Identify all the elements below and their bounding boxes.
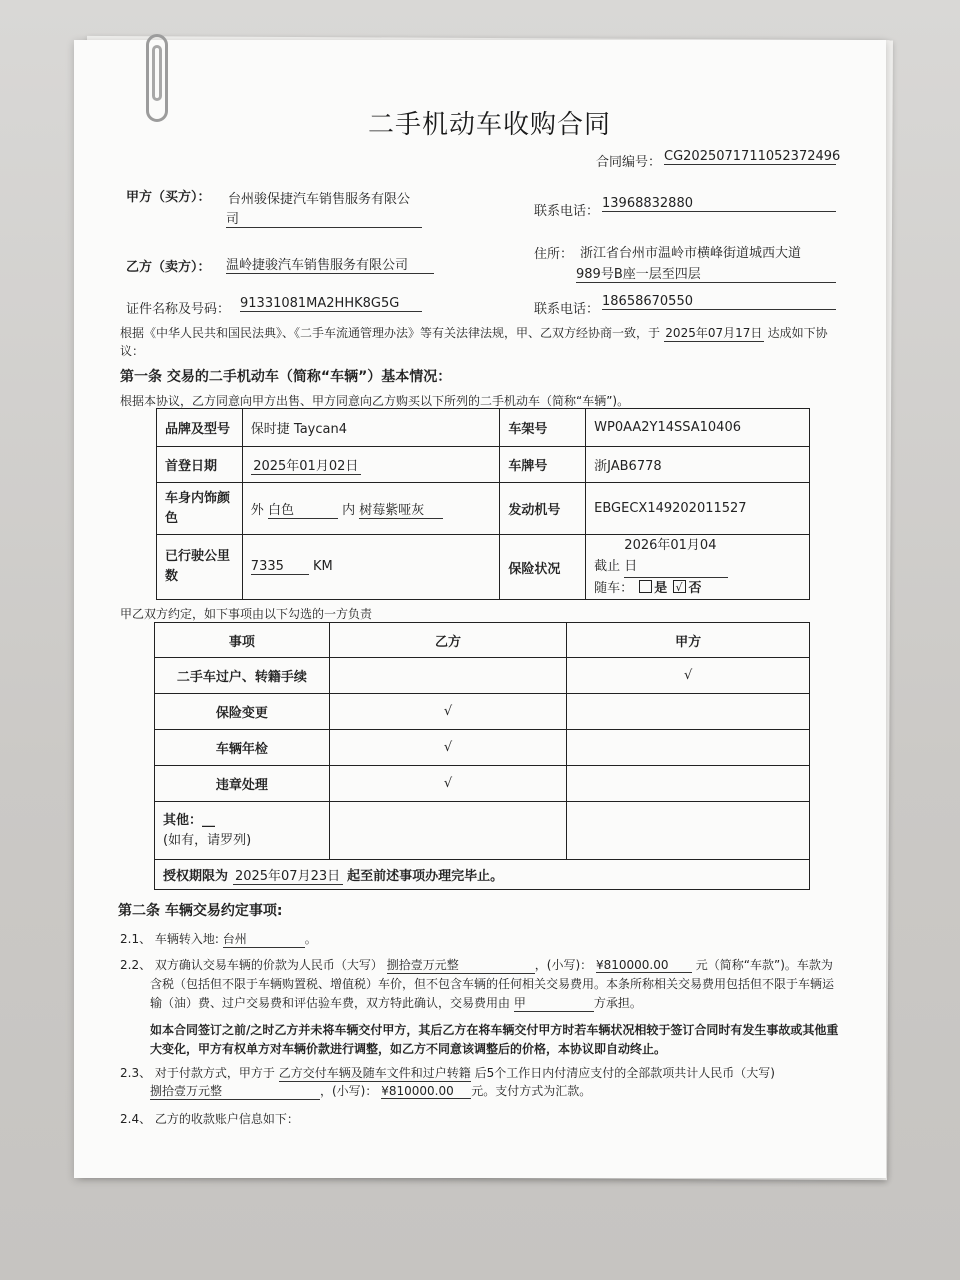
fee-party: 甲 <box>514 994 594 1012</box>
auth-date: 2025年07月23日 <box>233 865 343 885</box>
matters-other-label: 其他：__ <box>163 812 216 828</box>
party-b-phone: 18658670550 <box>602 294 836 310</box>
matters-header-item: 事项 <box>155 623 330 658</box>
with-car-no-checkbox[interactable] <box>673 580 686 593</box>
reg-date-value: 2025年01月02日 <box>251 455 361 475</box>
clause-2-4: 2.4、 乙方的收款账户信息如下： <box>120 1112 299 1126</box>
party-b-address-label: 住所： <box>534 247 574 262</box>
matters-other-note: (如有，请罗列) <box>163 832 252 848</box>
matters-row-b: √ <box>329 766 567 802</box>
matters-row-b: √ <box>329 730 567 766</box>
insurance-label: 保险状况 <box>500 535 586 600</box>
document-title: 二手机动车收购合同 <box>368 110 612 140</box>
article2-heading: 第二条 车辆交易约定事项: <box>118 903 283 919</box>
engine-label: 发动机号 <box>500 483 586 535</box>
auth-suffix: 起至前述事项办理完毕止。 <box>347 868 504 884</box>
insurance-until: 2026年01月04日 <box>624 535 728 578</box>
party-a-phone: 13968832880 <box>602 196 836 212</box>
party-b-id-label: 证件名称及号码： <box>126 302 231 317</box>
color-label: 车身内饰颜色 <box>157 483 243 535</box>
article1-heading: 第一条 交易的二手机动车（简称“车辆”）基本情况： <box>120 369 452 385</box>
matters-header-b: 乙方 <box>329 623 567 658</box>
mileage-value: 7335 <box>251 559 309 575</box>
reg-date-label: 首登日期 <box>157 447 243 483</box>
intro-line2: 议： <box>120 344 145 358</box>
auth-prefix: 授权期限为 <box>163 868 229 884</box>
matters-header-a: 甲方 <box>567 623 810 658</box>
payment-lower: ¥810000.00 <box>381 1084 471 1099</box>
party-b-address-line1: 浙江省台州市温岭市横峰街道城西大道 <box>580 246 802 261</box>
clause-2-1: 2.1、 车辆转入地: 台州 。 <box>120 932 317 946</box>
clause-2-3-line1: 2.3、 对于付款方式，甲方于 乙方交付车辆及随车文件和过户转籍 后5个工作日内付清应支付的全部款项共计人民币（大写) <box>120 1066 775 1080</box>
matters-row-item: 车辆年检 <box>155 730 330 766</box>
exterior-color: 白色 <box>268 499 338 519</box>
article1-sub: 根据本协议，乙方同意向甲方出售、甲方同意向乙方购买以下所列的二手机动车（简称“车辆”)。 <box>120 394 630 408</box>
matters-row-b: √ <box>329 694 567 730</box>
matters-table <box>154 622 810 890</box>
intro-line1: 根据《中华人民共和国民法典》、《二手车流通管理办法》等有关法律法规，甲、乙双方经协商一致，于 2025年07月17日 达成如下协 <box>120 326 828 340</box>
matters-intro: 甲乙双方约定，如下事项由以下勾选的一方负责 <box>120 607 373 621</box>
matters-row-a <box>567 766 810 802</box>
plate-value: 浙JAB6778 <box>586 447 810 483</box>
party-a-name-line2: 司 <box>226 208 422 228</box>
vin-label: 车架号 <box>500 409 586 447</box>
contract-no-label: 合同编号： <box>596 155 662 170</box>
vehicle-info-table: 品牌及型号 保时捷 Taycan4 车架号 WP0AA2Y14SSA10406 首登日期 2025年01月02日 车牌号 浙JAB6778 车身内饰颜色 外 白色 内 树莓紫哑灰 发动机号 EBGECX149202011527 已行驶公里数 7335 KM 保险状况 截止 2026年01月04日 随车： 是 √ 否 <box>156 408 810 600</box>
adjust-clause-line2: 大变化，甲方有权单方对车辆价款进行调整，如乙方不同意该调整后的价格，本协议即自动终止。 <box>150 1042 667 1056</box>
payment-trigger: 乙方交付车辆及随车文件和过户转籍 <box>278 1066 471 1080</box>
matters-row-a <box>567 730 810 766</box>
plate-label: 车牌号 <box>500 447 586 483</box>
party-b-id-no: 91331081MA2HHK8G5G <box>240 296 422 312</box>
matters-row-a <box>567 694 810 730</box>
with-car-yes-checkbox[interactable] <box>639 580 652 593</box>
matters-row-b <box>329 658 567 694</box>
party-a-label: 甲方（买方）： <box>126 190 211 205</box>
matters-row-item: 二手车过户、转籍手续 <box>155 658 330 694</box>
payment-upper: 捌拾壹万元整 <box>150 1082 320 1100</box>
transfer-destination: 台州 <box>223 930 305 948</box>
matters-other-a <box>567 802 810 860</box>
matters-row-item: 保险变更 <box>155 694 330 730</box>
party-b-phone-label: 联系电话： <box>534 302 600 317</box>
party-b-address-line2: 989号B座一层至四层 <box>576 263 836 283</box>
paperclip-icon <box>146 34 168 122</box>
matters-other-b <box>329 802 567 860</box>
mileage-label: 已行驶公里数 <box>157 535 243 600</box>
party-a-name-line1: 台州骏保捷汽车销售服务有限公 <box>228 192 411 207</box>
clause-2-2-line1: 2.2、 双方确认交易车辆的价款为人民币（大写） 捌拾壹万元整 ，(小写)： ¥810000.00 元（简称“车款”)。车款为 <box>120 958 833 972</box>
clause-2-2-line3: 输（油）费、过户交易费和评估验车费，双方特此确认，交易费用由 甲 方承担。 <box>150 996 642 1010</box>
contract-no: CG2025071711052372496 <box>664 149 841 164</box>
party-b-label: 乙方（卖方）： <box>126 260 211 275</box>
vin-value: WP0AA2Y14SSA10406 <box>586 409 810 447</box>
clause-2-3-line2: 捌拾壹万元整 ，(小写)： ¥810000.00 元。支付方式为汇款。 <box>150 1084 592 1098</box>
brand-label: 品牌及型号 <box>157 409 243 447</box>
matters-row-item: 违章处理 <box>155 766 330 802</box>
mileage-unit: KM <box>312 559 333 574</box>
adjust-clause-line1: 如本合同签订之前/之时乙方并未将车辆交付甲方，其后乙方在将车辆交付甲方时若车辆状况相较于签订合同时有发生事故或其他重 <box>150 1023 839 1037</box>
price-lower: ¥810000.00 <box>596 958 692 973</box>
interior-color: 树莓紫哑灰 <box>359 499 443 519</box>
price-upper: 捌拾壹万元整 <box>387 956 535 974</box>
brand-value: 保时捷 Taycan4 <box>242 409 500 447</box>
party-a-phone-label: 联系电话： <box>534 204 600 219</box>
engine-value: EBGECX149202011527 <box>586 483 810 535</box>
clause-2-2-line2: 含税（包括但不限于车辆购置税、增值税）车价，但不包含车辆的任何相关交易费用。本条所称相关交易费用包括但不限于车辆运 <box>150 977 835 991</box>
party-b-name: 温岭捷骏汽车销售服务有限公司 <box>226 254 434 274</box>
matters-row-a: √ <box>567 658 810 694</box>
intro-date: 2025年07月17日 <box>665 326 763 340</box>
